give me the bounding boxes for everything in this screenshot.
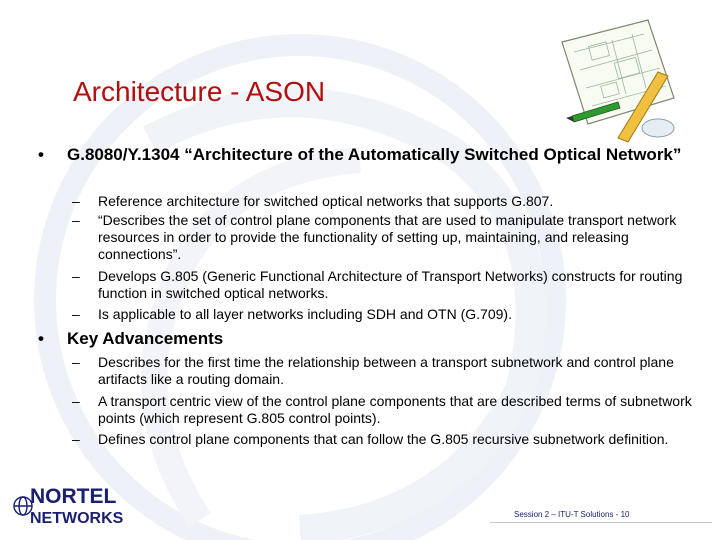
dash-symbol: –	[72, 212, 80, 228]
bullet-level2	[72, 431, 702, 448]
logo-bottom-text: NETWORKS	[30, 510, 124, 527]
bullet-symbol: •	[38, 145, 44, 164]
dash-symbol: –	[72, 354, 80, 370]
bullet-symbol: •	[38, 329, 44, 348]
bullet-level2	[72, 354, 702, 388]
bullet-level1	[38, 329, 708, 349]
bullet-text: G.8080/Y.1304 “Architecture of the Automatically Switched Optical Network”	[67, 145, 682, 164]
dash-symbol: –	[72, 268, 80, 284]
nortel-networks-logo	[12, 484, 152, 530]
blueprint-pencil-ruler-icon	[556, 14, 686, 144]
bullet-level2	[72, 306, 702, 323]
bullet-level2	[72, 393, 702, 427]
session-footer: Session 2 – ITU-T Solutions - 10	[514, 510, 630, 519]
logo-top-text: NORTEL	[30, 485, 117, 508]
sub-bullet-text: Describes for the first time the relationship between a transport subnetwork and control plane artifacts like a routing domain.	[98, 354, 674, 387]
sub-bullet-text: “Describes the set of control plane components that are used to manipulate transport network resources in order to provide the functionality of setting up, maintaining, and releasing connections”.	[98, 212, 677, 262]
bullet-text: Key Advancements	[67, 329, 224, 348]
slide-title: Architecture - ASON	[73, 76, 326, 107]
sub-bullet-text: A transport centric view of the control plane components that are described terms of subnetwork points (which represent G.805 control points).	[98, 393, 692, 426]
globe-icon	[14, 497, 32, 515]
footer-divider	[490, 522, 712, 523]
sub-bullet-text: Defines control plane components that can follow the G.805 recursive subnetwork definition.	[98, 431, 669, 447]
bullet-level2	[72, 268, 702, 302]
dash-symbol: –	[72, 306, 80, 322]
dash-symbol: –	[72, 431, 80, 447]
sub-bullet-text: Reference architecture for switched optical networks that supports G.807.	[98, 193, 554, 209]
bullet-level2	[72, 193, 702, 210]
dash-symbol: –	[72, 393, 80, 409]
bullet-level2	[72, 212, 702, 263]
dash-symbol: –	[72, 193, 80, 209]
sub-bullet-text: Is applicable to all layer networks including SDH and OTN (G.709).	[98, 306, 512, 322]
sub-bullet-text: Develops G.805 (Generic Functional Architecture of Transport Networks) constructs for routing function in switched optical networks.	[98, 268, 683, 301]
bullet-level1	[38, 145, 708, 165]
